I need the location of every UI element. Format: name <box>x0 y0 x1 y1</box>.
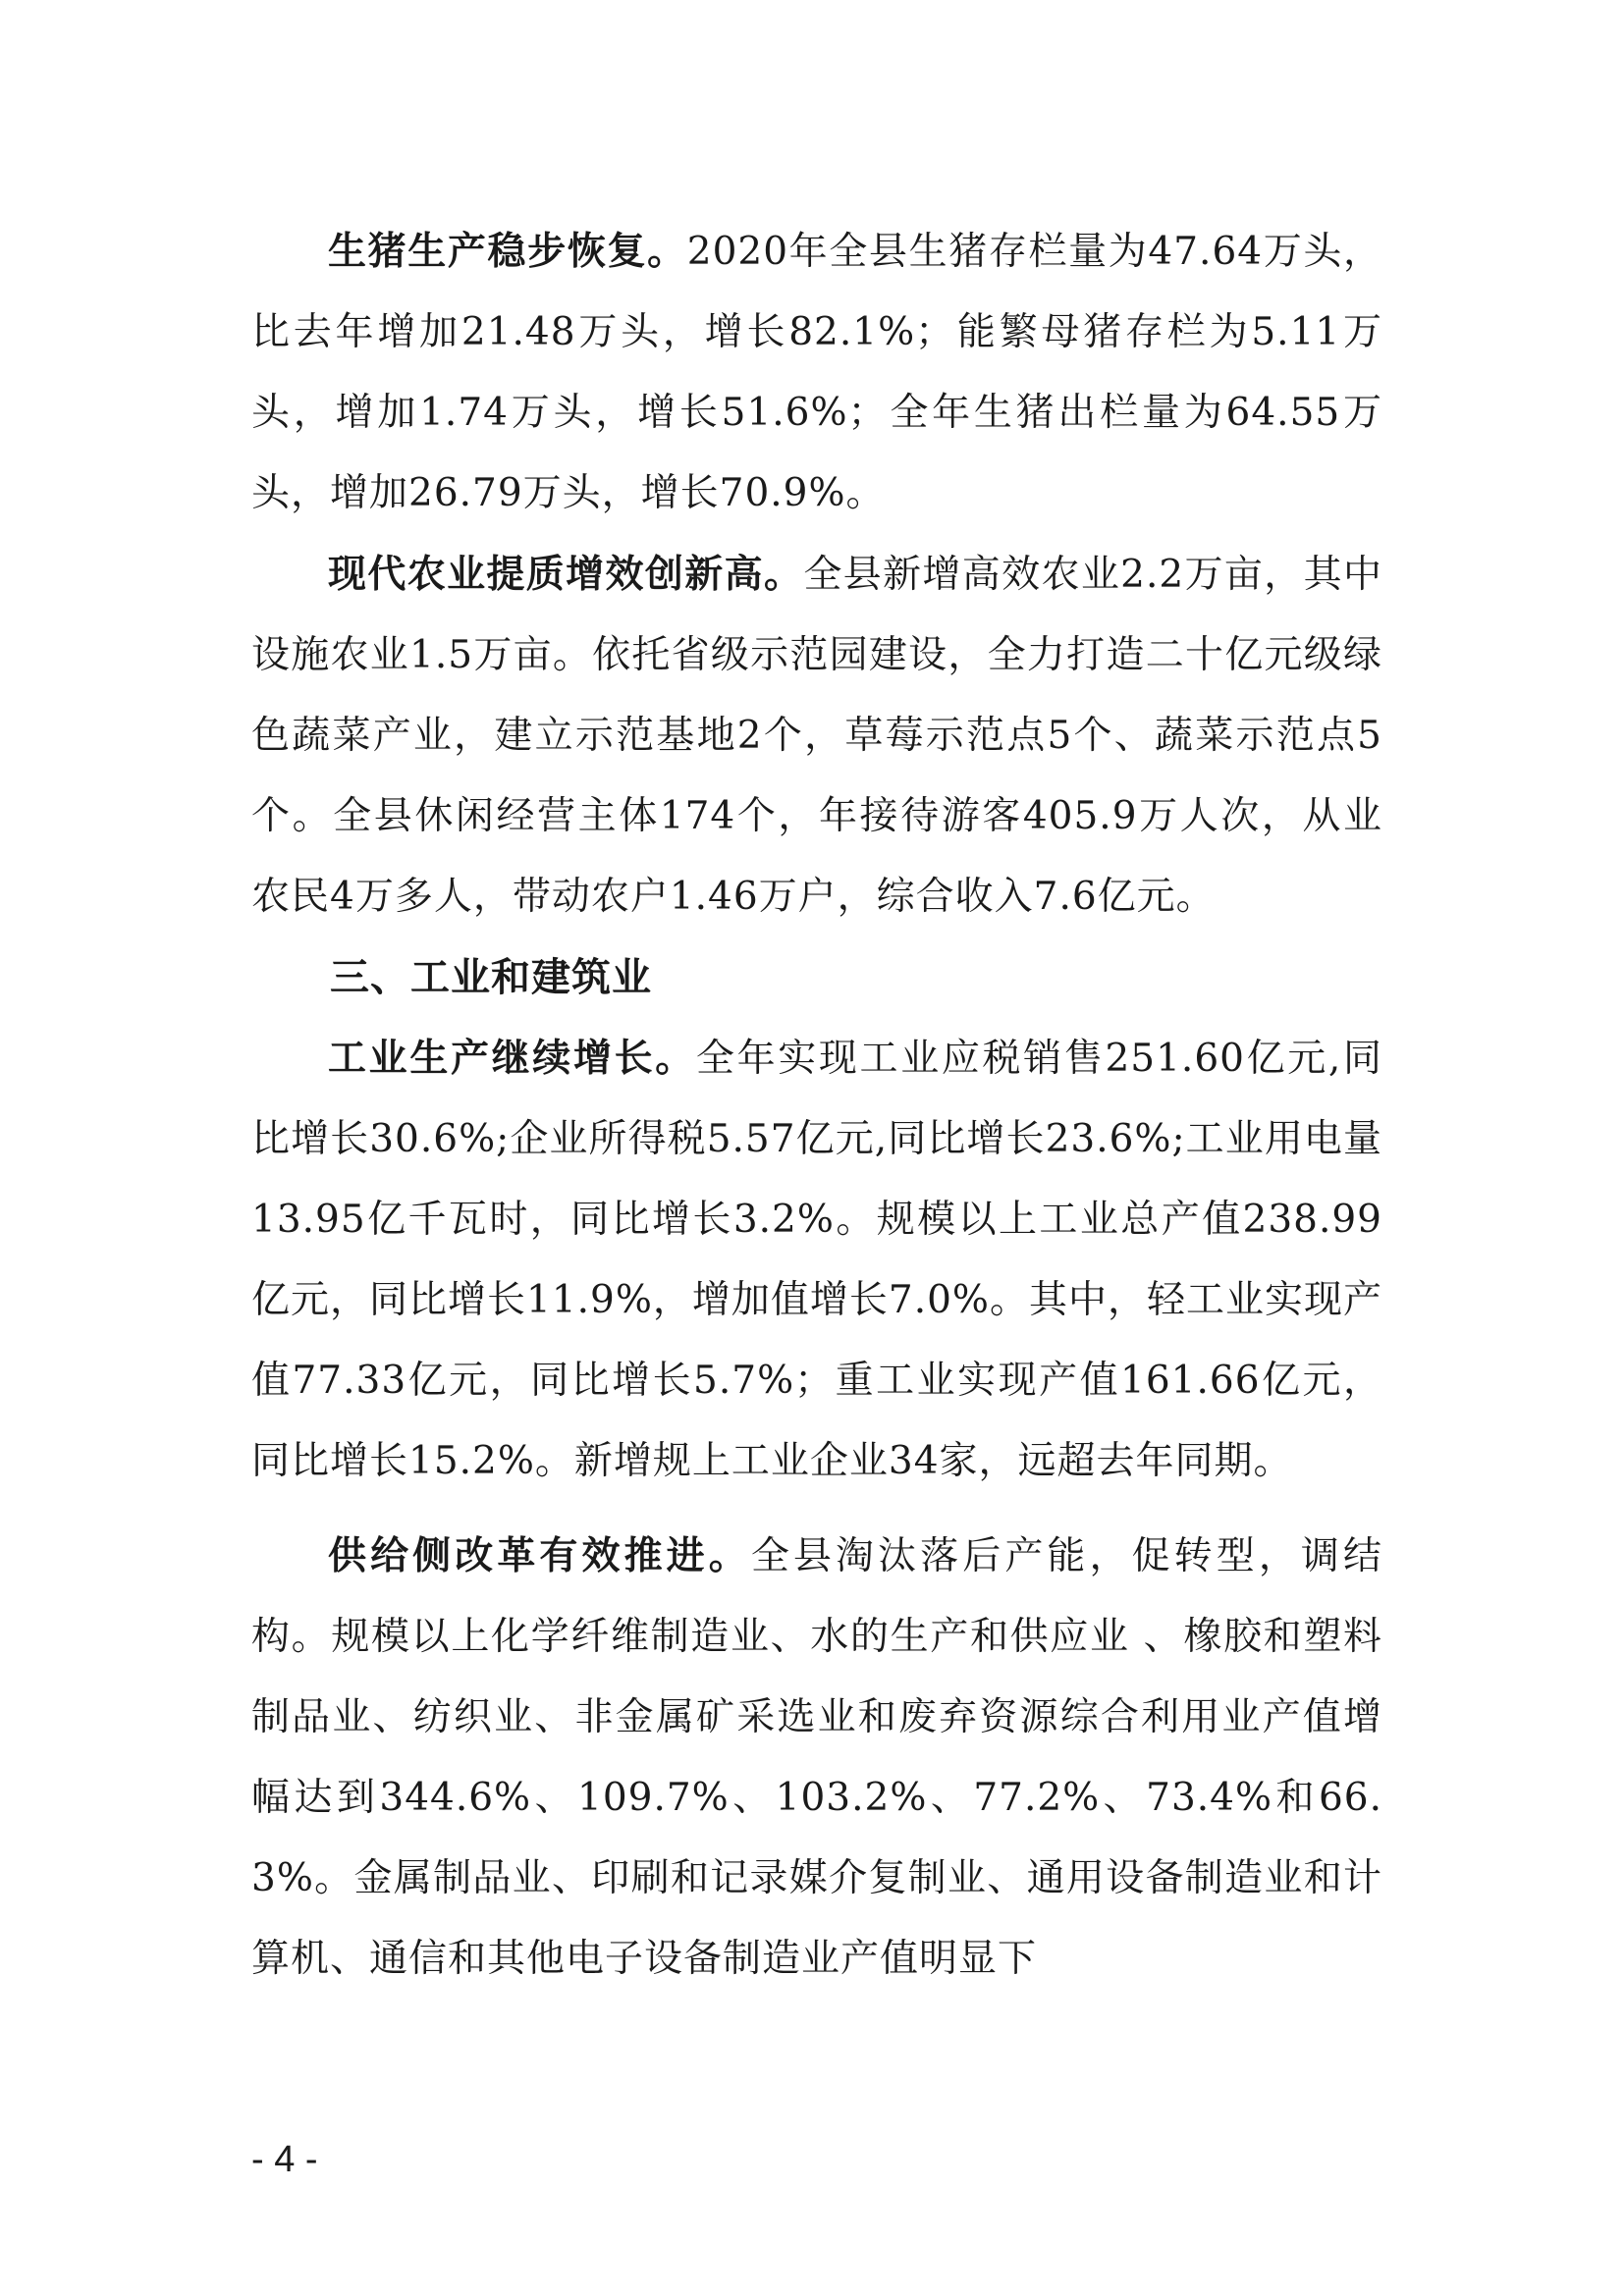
document-page <box>251 211 1382 2000</box>
paragraph-lead: 生猪生产稳步恢复。 <box>328 229 687 274</box>
paragraph-body: 全年实现工业应税销售251.60亿元,同比增长30.6%;企业所得税5.57亿元,同比增长23.6%;工业用电量13.95亿千瓦时，同比增长3.2%。规模以上工业总产值238.99亿元，同比增长11.9%，增加值增长7.0%。其中，轻工业实现产值77.33亿元，同比增长5.7%；重工业实现产值161.66亿元，同比增长15.2%。新增规上工业企业34家，远超去年同期。 <box>251 1037 1382 1483</box>
paragraph-lead: 供给侧改革有效推进。 <box>328 1533 751 1578</box>
paragraph-industrial-production <box>251 1018 1382 1502</box>
paragraph-body: 2020年全县生猪存栏量为47.64万头，比去年增加21.48万头，增长82.1%；能繁母猪存栏为5.11万头，增加1.74万头，增长51.6%；全年生猪出栏量为64.55万头，增加26.79万头，增长70.9%。 <box>251 230 1382 515</box>
paragraph-modern-agriculture <box>251 534 1382 937</box>
page-number: - 4 - <box>251 2139 318 2180</box>
paragraph-body: 全县淘汰落后产能，促转型，调结构。规模以上化学纤维制造业、水的生产和供应业 、橡胶和塑料制品业、纺织业、非金属矿采选业和废弃资源综合利用业产值增幅达到344.6%、109.7%、103.2%、77.2%、73.4%和66.3%。金属制品业、印刷和记录媒介复制业、通用设备制造业和计算机、通信和其他电子设备制造业产值明显下 <box>251 1534 1382 1981</box>
paragraph-body: 全县新增高效农业2.2万亩，其中设施农业1.5万亩。依托省级示范园建设，全力打造二十亿元级绿色蔬菜产业，建立示范基地2个，草莓示范点5个、蔬菜示范点5个。全县休闲经营主体174个，年接待游客405.9万人次，从业农民4万多人，带动农户1.46万户，综合收入7.6亿元。 <box>251 553 1382 919</box>
section-heading: 三、工业和建筑业 <box>330 955 652 1000</box>
paragraph-lead: 工业生产继续增长。 <box>328 1036 696 1081</box>
paragraph-supply-side-reform <box>251 1516 1382 2000</box>
paragraph-pig-production <box>251 211 1382 534</box>
paragraph-lead: 现代农业提质增效创新高。 <box>328 552 804 597</box>
